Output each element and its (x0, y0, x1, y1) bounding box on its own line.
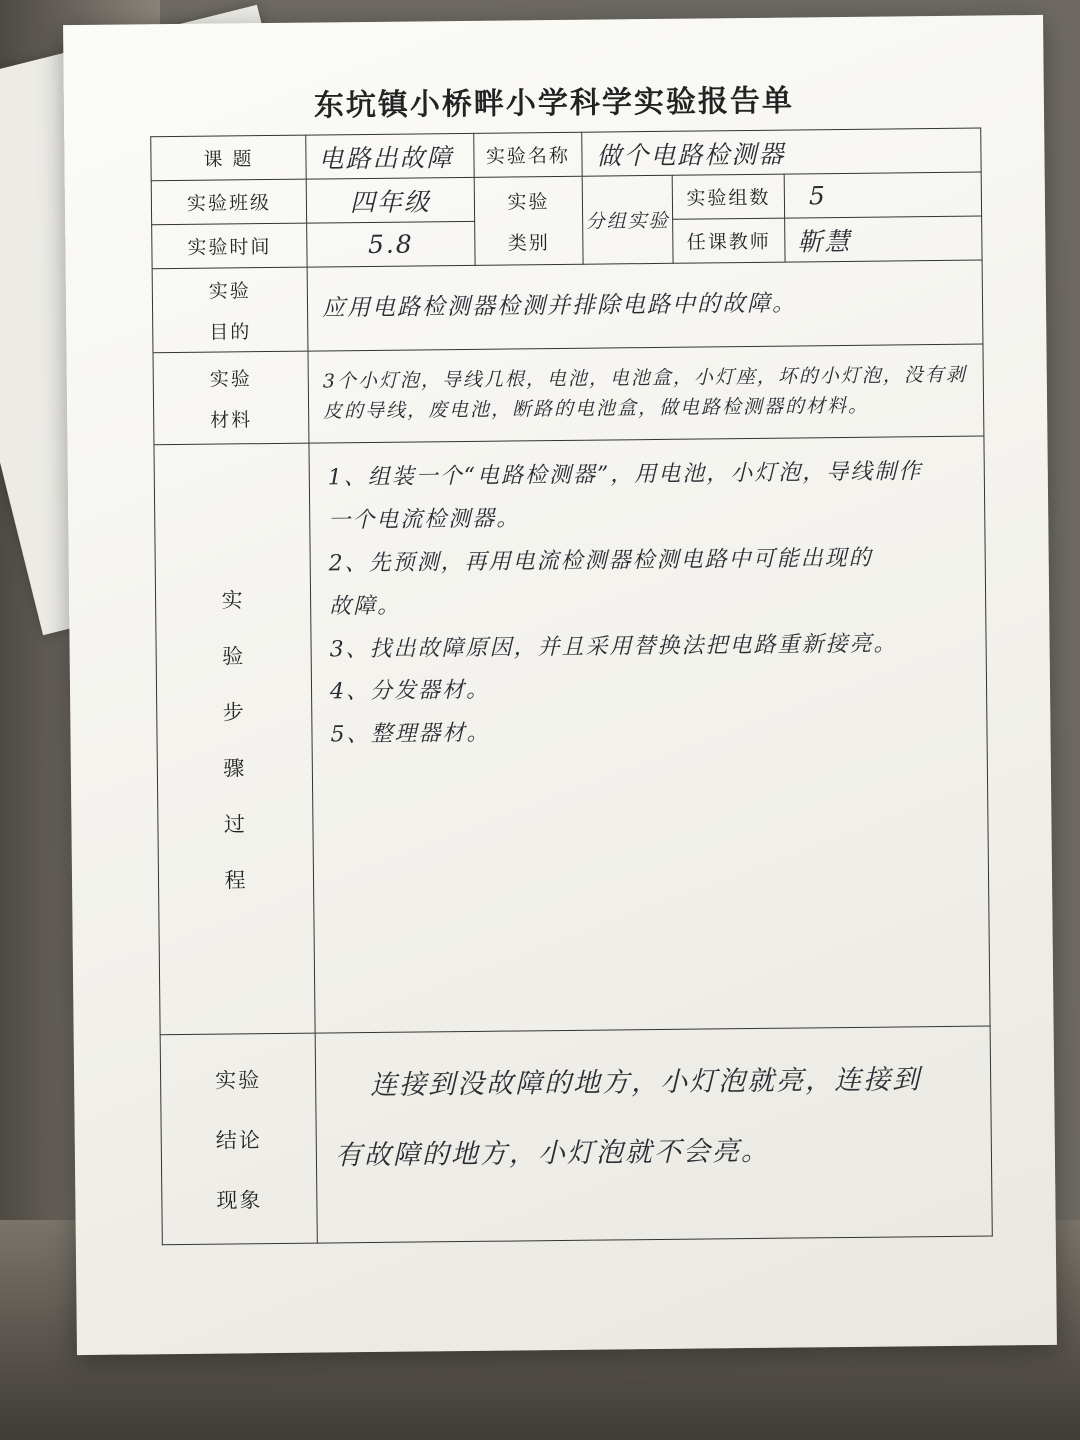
label-steps (154, 443, 315, 1035)
report-sheet (63, 15, 1057, 1355)
label-purpose (152, 267, 308, 353)
label-type (474, 176, 583, 265)
label-steps-char-5: 过 (223, 811, 248, 837)
label-conclusion-line3: 现象 (216, 1187, 263, 1213)
label-type-line1: 实验 (507, 190, 550, 214)
value-class: 四年级 (306, 177, 474, 223)
row-materials (153, 344, 984, 445)
row-steps (154, 436, 990, 1035)
value-steps (309, 436, 990, 1033)
label-conclusion (160, 1033, 317, 1245)
label-time: 实验时间 (152, 223, 307, 269)
value-groups: 5 (784, 172, 981, 218)
label-groups: 实验组数 (672, 174, 784, 219)
step-line: 1、组装一个“电路检测器”，用电池，小灯泡，导线制作 (327, 459, 923, 491)
label-materials-line2: 材料 (210, 408, 253, 432)
value-teacher: 靳慧 (785, 216, 982, 262)
step-line: 3、找出故障原因，并且采用替换法把电路重新接亮。 (329, 631, 898, 662)
value-materials: 3个小灯泡，导线几根，电池，电池盒，小灯座，坏的小灯泡，没有剥皮的导线，废电池，断路的电池盒，做电路检测器的材料。 (308, 344, 984, 443)
label-materials-line1: 实验 (209, 367, 252, 391)
label-purpose-line2: 目的 (209, 320, 252, 344)
label-type-line2: 类别 (507, 231, 550, 255)
label-exp-name: 实验名称 (474, 132, 582, 177)
row-conclusion (160, 1026, 992, 1245)
label-steps-char-6: 程 (224, 867, 248, 893)
label-steps-char-2: 验 (222, 643, 246, 669)
value-conclusion (315, 1026, 992, 1243)
conclusion-line: 有故障的地方，小灯泡就不会亮。 (334, 1136, 771, 1172)
value-topic: 电路出故障 (306, 133, 474, 179)
conclusion-line: 连接到没故障的地方，小灯泡就亮，连接到 (370, 1064, 922, 1102)
step-line: 故障。 (329, 593, 402, 620)
label-steps-char-3: 步 (222, 699, 246, 725)
step-line: 2、先预测，再用电流检测器检测电路中可能出现的 (328, 545, 873, 577)
label-steps-char-1: 实 (221, 587, 245, 613)
label-teacher: 任课教师 (673, 218, 785, 263)
value-type: 分组实验 (582, 175, 673, 264)
value-exp-name: 做个电路检测器 (582, 128, 981, 176)
label-topic: 课 题 (151, 135, 306, 181)
label-materials (153, 351, 309, 445)
label-class: 实验班级 (151, 179, 306, 225)
label-purpose-line1: 实验 (208, 279, 251, 303)
step-line: 5、整理器材。 (330, 721, 491, 748)
step-line: 一个电流检测器。 (328, 506, 521, 534)
value-purpose: 应用电路检测器检测并排除电路中的故障。 (307, 260, 983, 351)
step-line: 4、分发器材。 (329, 678, 491, 705)
label-conclusion-line2: 结论 (215, 1127, 262, 1153)
row-purpose (152, 260, 983, 353)
label-conclusion-line1: 实验 (214, 1067, 262, 1093)
report-table (150, 128, 993, 1246)
report-title: 东坑镇小桥畔小学科学实验报告单 (313, 83, 795, 124)
value-time: 5.8 (307, 221, 475, 267)
label-steps-char-4: 骤 (223, 755, 247, 781)
